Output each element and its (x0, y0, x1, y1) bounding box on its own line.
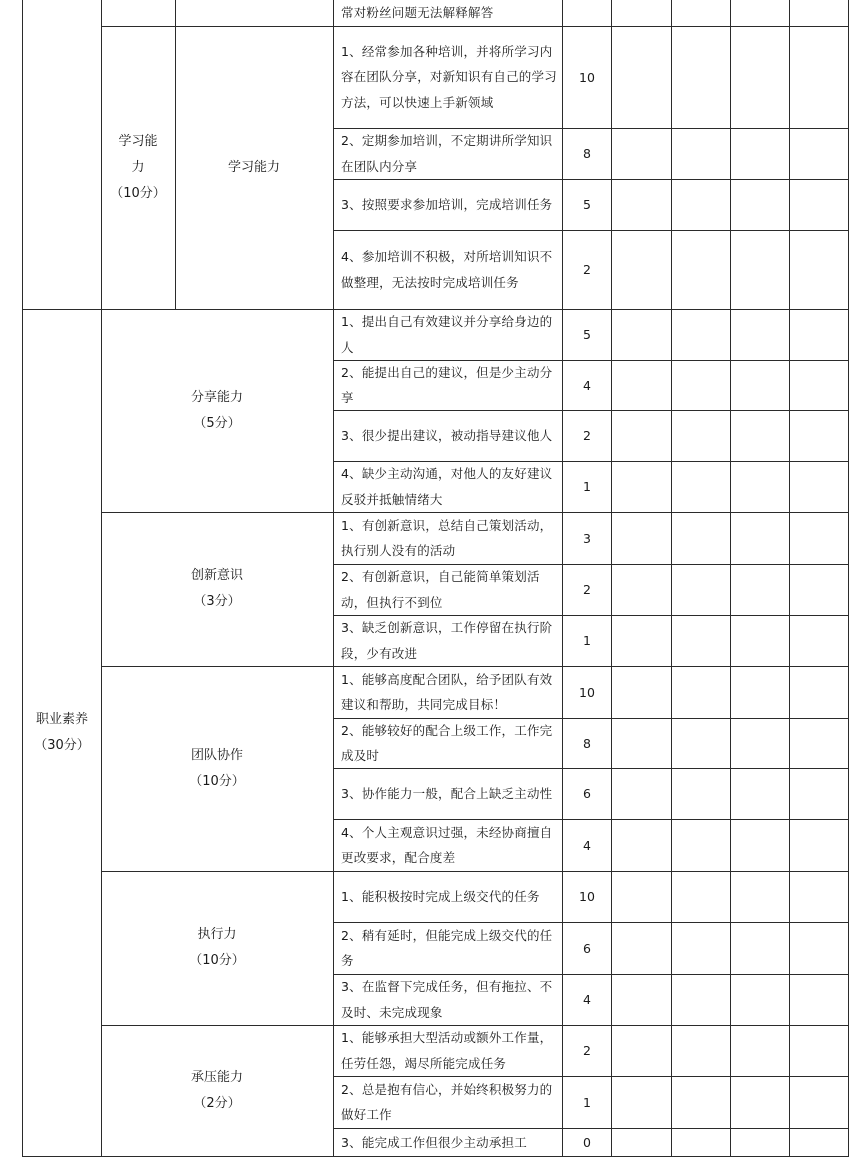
criterion-score: 8 (583, 146, 591, 161)
criterion-score: 4 (583, 992, 591, 1007)
grid-line (101, 1025, 849, 1026)
grid-line (333, 0, 334, 1157)
sub-category-teamwork: 团队协作 （10分） (189, 747, 245, 789)
criterion-text: 1、经常参加各种培训，并将所学习内容在团队分享，对新知识有自己的学习方法，可以快速上手新领域 (341, 43, 557, 110)
criterion-score: 5 (583, 327, 591, 342)
grid-line (101, 512, 849, 513)
criterion-text: 4、缺少主动沟通，对他人的友好建议反驳并抵触情绪大 (341, 466, 553, 507)
grid-line (333, 360, 849, 361)
criterion-score: 2 (583, 1043, 591, 1058)
sub-category-execution: 执行力 （10分） (189, 927, 245, 968)
grid-line (101, 0, 102, 1157)
sub-category-learning: 学习能 力 （10分） (110, 133, 166, 201)
criterion-text: 常对粉丝问题无法解释解答 (341, 5, 494, 21)
criterion-text: 4、参加培训不积极，对所培训知识不做整理，无法按时完成培训任务 (341, 249, 553, 290)
criterion-score: 4 (583, 837, 591, 853)
criterion-text: 1、有创新意识，总结自己策划活动，执行别人没有的活动 (341, 517, 553, 558)
grid-line (333, 564, 849, 565)
criterion-text: 1、提出自己有效建议并分享给身边的人 (341, 314, 553, 355)
criterion-score: 0 (583, 1135, 591, 1150)
grid-line (333, 179, 849, 180)
category-professional-quality: 职业素养 （30分） (34, 712, 90, 753)
criterion-score: 8 (583, 735, 591, 751)
sub-category-pressure: 承压能力 （2分） (190, 1070, 243, 1111)
grid-line (101, 666, 849, 667)
criterion-score: 1 (583, 479, 591, 494)
criterion-text: 2、定期参加培训，不定期讲所学知识在团队内分享 (341, 133, 553, 174)
criterion-score: 6 (583, 940, 591, 956)
grid-line (333, 974, 849, 975)
criterion-score: 2 (583, 262, 591, 277)
criterion-score: 5 (583, 197, 591, 212)
grid-line (333, 718, 849, 719)
criterion-score: 10 (579, 69, 595, 85)
criterion-text: 3、按照要求参加培训，完成培训任务 (341, 196, 553, 212)
item-label-learning: 学习能力 (227, 159, 280, 175)
criterion-text: 3、能完成工作但很少主动承担工 (341, 1134, 527, 1150)
criterion-text: 3、缺乏创新意识，工作停留在执行阶段，少有改进 (341, 620, 553, 661)
grid-line (175, 0, 176, 309)
grid-line (730, 0, 731, 1157)
grid-line (333, 128, 849, 129)
grid-line (333, 615, 849, 616)
grid-line (848, 0, 849, 1157)
criterion-text: 3、协作能力一般，配合上缺乏主动性 (341, 785, 553, 801)
criterion-text: 2、能提出自己的建议，但是少主动分享 (341, 364, 553, 405)
criterion-score: 2 (583, 582, 591, 597)
grid-line (333, 1076, 849, 1077)
criterion-score: 4 (583, 377, 591, 393)
criterion-score: 1 (583, 1094, 591, 1110)
criterion-score: 1 (583, 633, 591, 648)
criterion-text: 2、稍有延时，但能完成上级交代的任务 (341, 927, 553, 968)
grid-line (333, 461, 849, 462)
grid-line (611, 0, 612, 1157)
criterion-score: 2 (583, 428, 591, 443)
criterion-text: 3、在监督下完成任务，但有拖拉、不及时、未完成现象 (341, 979, 553, 1020)
grid-line (333, 1128, 849, 1129)
grid-line (22, 309, 849, 310)
grid-line (789, 0, 790, 1157)
criterion-text: 3、很少提出建议，被动指导建议他人 (341, 427, 553, 443)
sub-category-innovation: 创新意识 （3分） (190, 568, 243, 609)
criterion-text: 2、能够较好的配合上级工作，工作完成及时 (341, 722, 553, 763)
criterion-score: 10 (579, 889, 595, 904)
criterion-text: 1、能够承担大型活动或额外工作量，任劳任怨，竭尽所能完成任务 (341, 1030, 553, 1071)
criterion-score: 3 (583, 530, 591, 546)
grid-line (333, 819, 849, 820)
criterion-text: 4、个人主观意识过强，未经协商擅自更改要求，配合度差 (341, 824, 553, 865)
grid-line (333, 922, 849, 923)
grid-line (333, 410, 849, 411)
criterion-text: 2、总是抱有信心，并始终积极努力的做好工作 (341, 1081, 553, 1122)
grid-line (101, 871, 849, 872)
grid-line (333, 768, 849, 769)
criterion-text: 2、有创新意识，自己能简单策划活动，但执行不到位 (341, 569, 540, 610)
grid-line (333, 230, 849, 231)
criterion-score: 10 (579, 684, 595, 700)
grid-line (562, 0, 563, 1157)
grid-line (101, 26, 849, 27)
criterion-score: 6 (583, 786, 591, 801)
sub-category-sharing: 分享能力 （5分） (190, 389, 243, 431)
criterion-text: 1、能够高度配合团队，给予团队有效建议和帮助，共同完成目标！ (341, 671, 553, 712)
criterion-text: 1、能积极按时完成上级交代的任务 (341, 888, 540, 904)
grid-line (22, 0, 23, 1157)
grid-line (671, 0, 672, 1157)
